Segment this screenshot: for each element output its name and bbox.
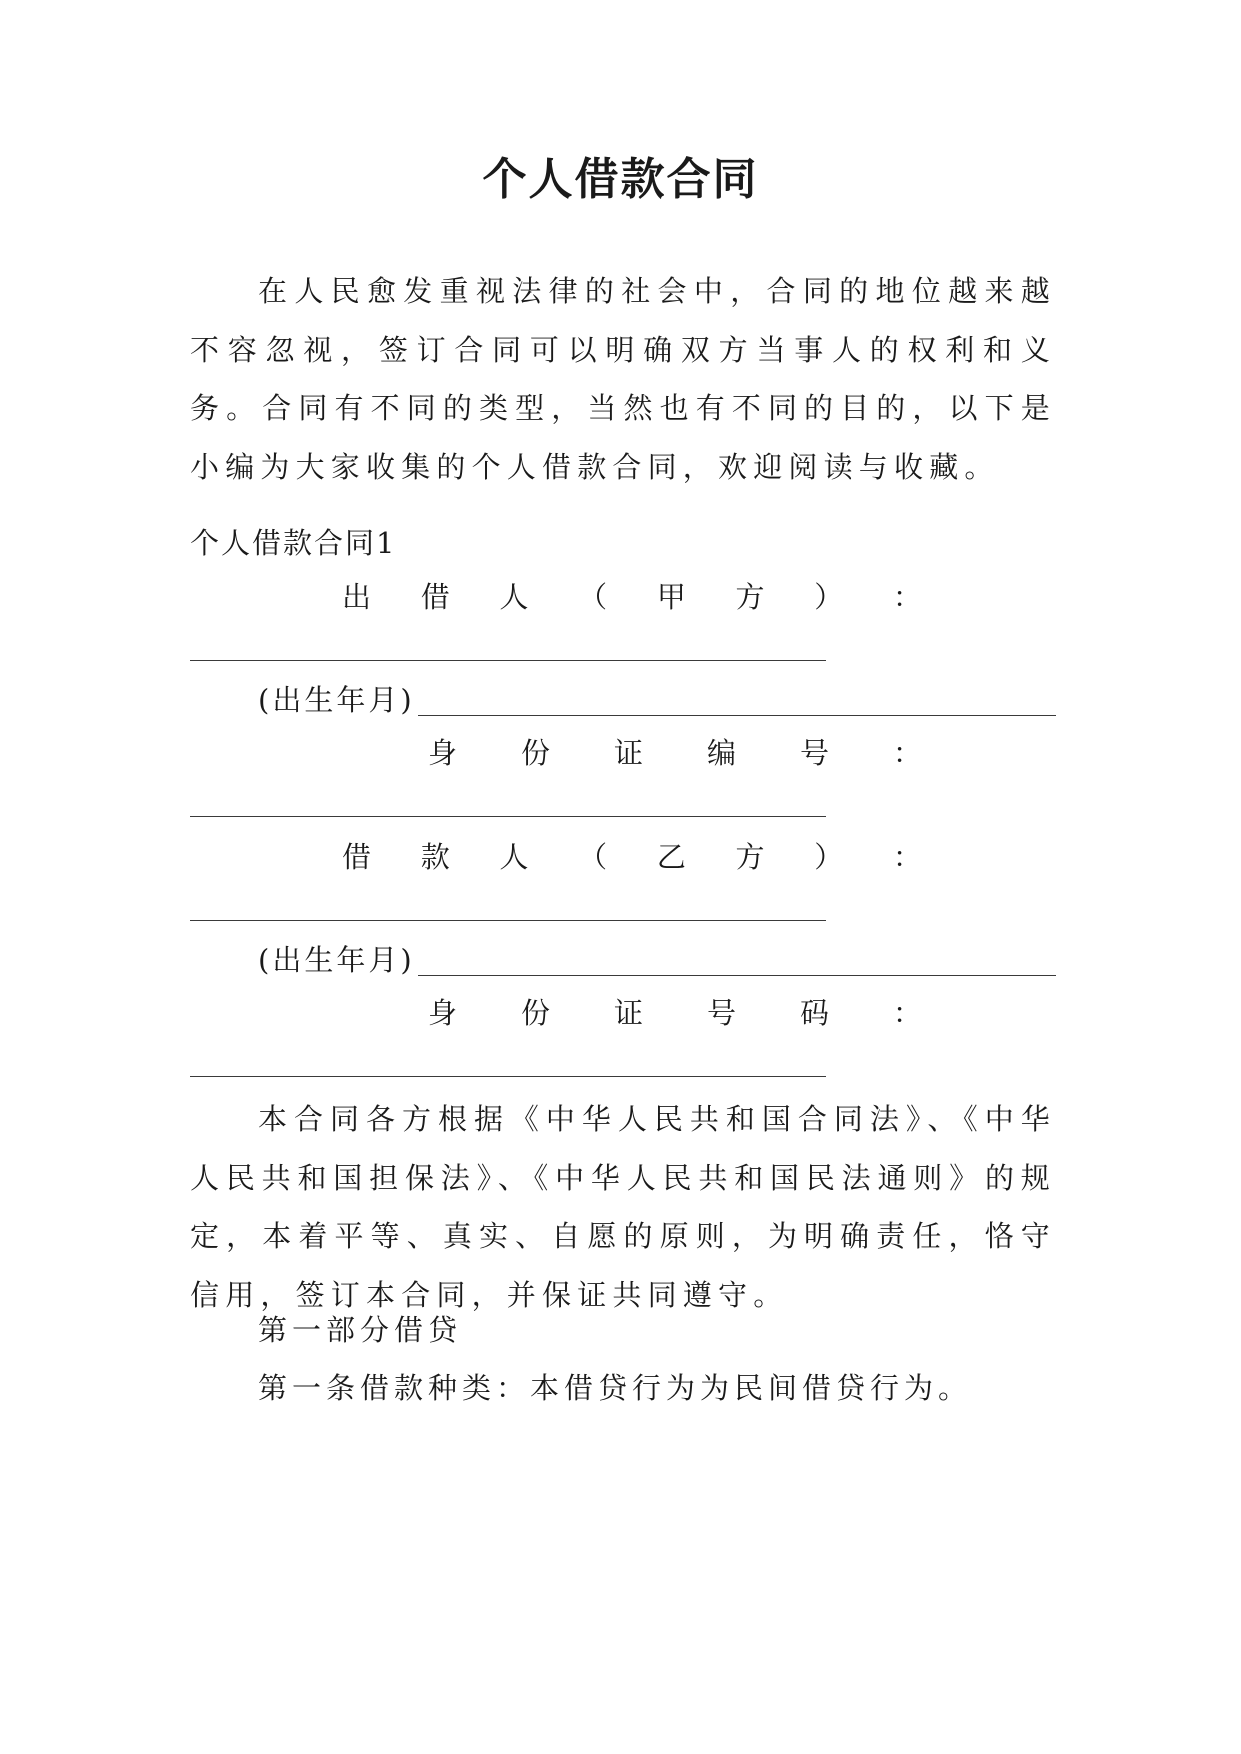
part-heading: 第一部分借贷 — [258, 1313, 463, 1347]
lender-label-char: 出 — [342, 580, 372, 614]
lender-label-char: ） — [814, 580, 844, 614]
lender-id-char: 号 — [799, 736, 829, 770]
borrower-id-blank — [190, 1076, 826, 1077]
borrower-label-char: 借 — [342, 840, 372, 874]
lender-id-char: 编 — [706, 736, 736, 770]
borrower-label — [342, 837, 922, 877]
basis-paragraph: 本合同各方根据《中华人民共和国合同法》、《中华人民共和国担保法》、《中华人民共和国民法通则》的规定，本着平等、真实、自愿的原则，为明确责任，恪守信用，签订本合同，并保证共同遵守。 — [190, 1102, 1056, 1312]
borrower-birth-blank — [418, 975, 1056, 976]
borrower-label-char: ： — [892, 840, 922, 874]
lender-label — [342, 577, 922, 617]
borrower-label-char: ） — [814, 840, 844, 874]
lender-id-char: 份 — [520, 736, 550, 770]
lender-label-char: 人 — [499, 580, 529, 614]
borrower-id-char: ： — [892, 996, 922, 1030]
borrower-id-char: 份 — [520, 996, 550, 1030]
borrower-id-char: 证 — [613, 996, 643, 1030]
borrower-label-char: 人 — [499, 840, 529, 874]
lender-id-blank — [190, 816, 826, 817]
borrower-id-char: 码 — [799, 996, 829, 1030]
lender-id-char: 身 — [428, 736, 458, 770]
borrower-birth-label: (出生年月) — [258, 943, 415, 977]
borrower-id-char: 号 — [706, 996, 736, 1030]
borrower-label-char: （ — [578, 840, 608, 874]
lender-label-char: （ — [578, 580, 608, 614]
article-1: 第一条借款种类：本借贷行为为民间借贷行为。 — [258, 1371, 973, 1405]
lender-label-char: 甲 — [656, 580, 686, 614]
lender-name-blank — [190, 660, 826, 661]
borrower-label-char: 方 — [735, 840, 765, 874]
lender-id-char: 证 — [613, 736, 643, 770]
borrower-id-label — [428, 993, 922, 1033]
section-heading: 个人借款合同1 — [190, 526, 397, 560]
lender-label-char: 方 — [735, 580, 765, 614]
borrower-id-char: 身 — [428, 996, 458, 1030]
document-title: 个人借款合同 — [482, 154, 759, 205]
borrower-label-char: 乙 — [656, 840, 686, 874]
lender-label-char: ： — [892, 580, 922, 614]
intro-paragraph: 在人民愈发重视法律的社会中，合同的地位越来越不容忽视，签订合同可以明确双方当事人的权利和义务。合同有不同的类型，当然也有不同的目的，以下是小编为大家收集的个人借款合同，欢迎阅读与收藏。 — [190, 274, 1056, 484]
lender-label-char: 借 — [420, 580, 450, 614]
lender-birth-label: (出生年月) — [258, 683, 415, 717]
borrower-name-blank — [190, 920, 826, 921]
lender-id-char: ： — [892, 736, 922, 770]
borrower-label-char: 款 — [420, 840, 450, 874]
lender-id-label — [428, 733, 922, 773]
lender-birth-blank — [418, 715, 1056, 716]
